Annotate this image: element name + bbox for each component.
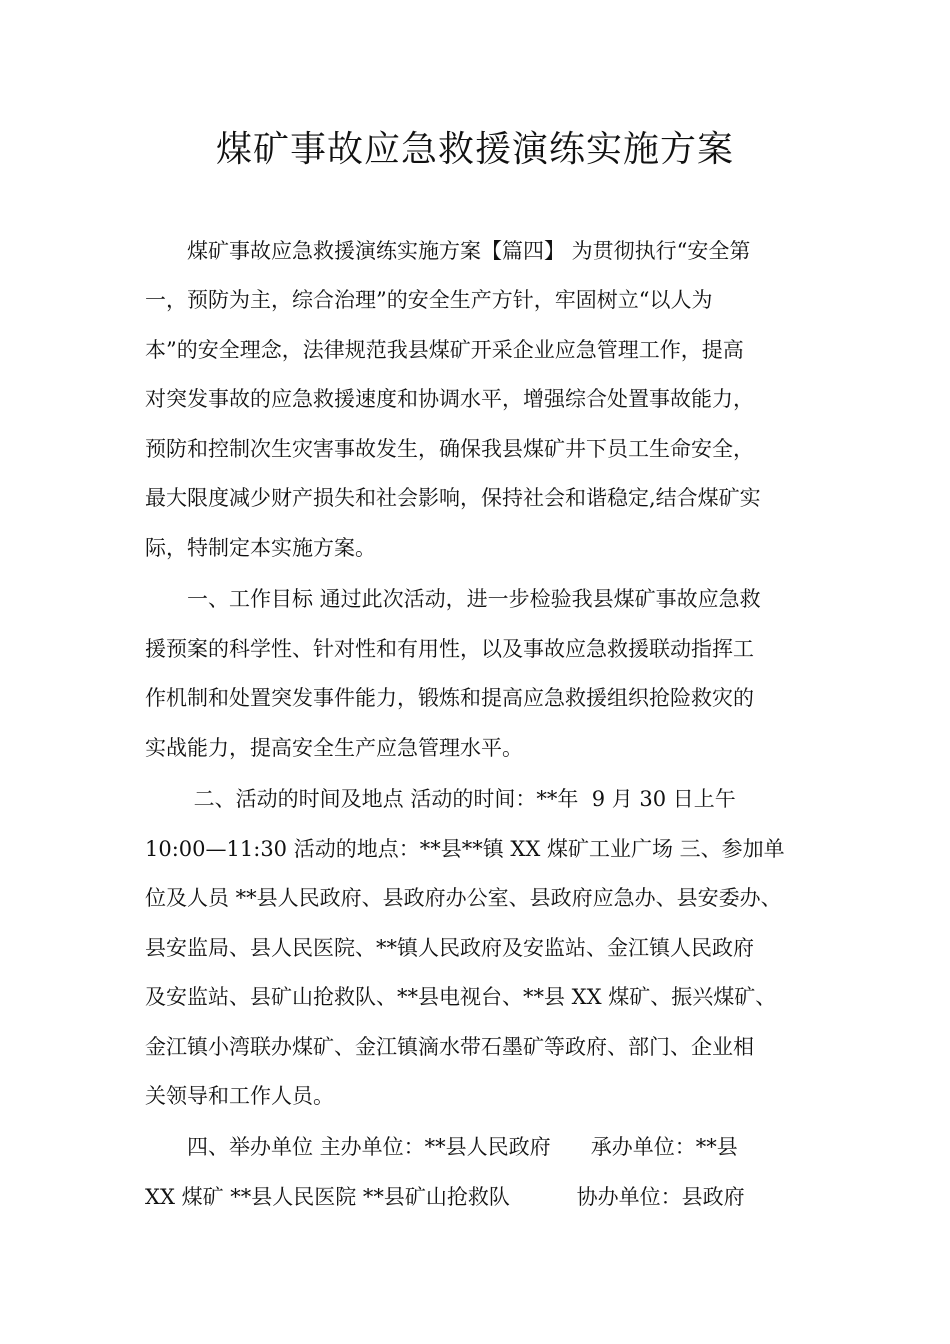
paragraph-line: 县安监局、县人民医院、**镇人民政府及安监站、金江镇人民政府 [145, 936, 754, 960]
paragraph-line: 援预案的科学性、针对性和有用性，以及事故应急救援联动指挥工 [145, 637, 754, 661]
paragraph-line: 本”的安全理念，法律规范我县煤矿开采企业应急管理工作，提高 [145, 338, 744, 362]
paragraph-line: 位及人员 **县人民政府、县政府办公室、县政府应急办、县安委办、 [145, 886, 782, 910]
paragraph-line: 金江镇小湾联办煤矿、金江镇滴水带石墨矿等政府、部门、企业相 [145, 1035, 754, 1059]
paragraph-line: 一、工作目标 通过此次活动，进一步检验我县煤矿事故应急救 [187, 587, 761, 611]
paragraph-line: 最大限度减少财产损失和社会影响，保持社会和谐稳定,结合煤矿实 [145, 486, 761, 510]
document-title: 煤矿事故应急救援演练实施方案 [215, 129, 734, 170]
paragraph-line: 10:00—11:30 活动的地点：**县**镇 XX 煤矿工业广场 三、参加单 [145, 837, 785, 861]
paragraph-line: 预防和控制次生灾害事故发生，确保我县煤矿井下员工生命安全， [145, 437, 754, 461]
paragraph-line: 二、活动的时间及地点 活动的时间：**年 9 月 30 日上午 [187, 787, 736, 811]
paragraph-line: 煤矿事故应急救援演练实施方案【篇四】 为贯彻执行“安全第 [187, 239, 751, 263]
paragraph-line: 作机制和处置突发事件能力，锻炼和提高应急救援组织抢险救灾的 [145, 686, 754, 710]
paragraph-line: 实战能力，提高安全生产应急管理水平。 [145, 736, 523, 760]
paragraph-line: 及安监站、县矿山抢救队、**县电视台、**县 XX 煤矿、振兴煤矿、 [145, 985, 777, 1009]
paragraph-line: 一，预防为主，综合治理”的安全生产方针，牢固树立“以人为 [145, 288, 713, 312]
paragraph-line: 对突发事故的应急救援速度和协调水平，增强综合处置事故能力， [145, 387, 754, 411]
paragraph-line: XX 煤矿 **县人民医院 **县矿山抢救队 协办单位：县政府 [145, 1185, 745, 1209]
paragraph-line: 关领导和工作人员。 [145, 1084, 334, 1108]
paragraph-line: 四、举办单位 主办单位：**县人民政府 承办单位：**县 [187, 1135, 738, 1159]
paragraph-line: 际，特制定本实施方案。 [145, 536, 376, 560]
